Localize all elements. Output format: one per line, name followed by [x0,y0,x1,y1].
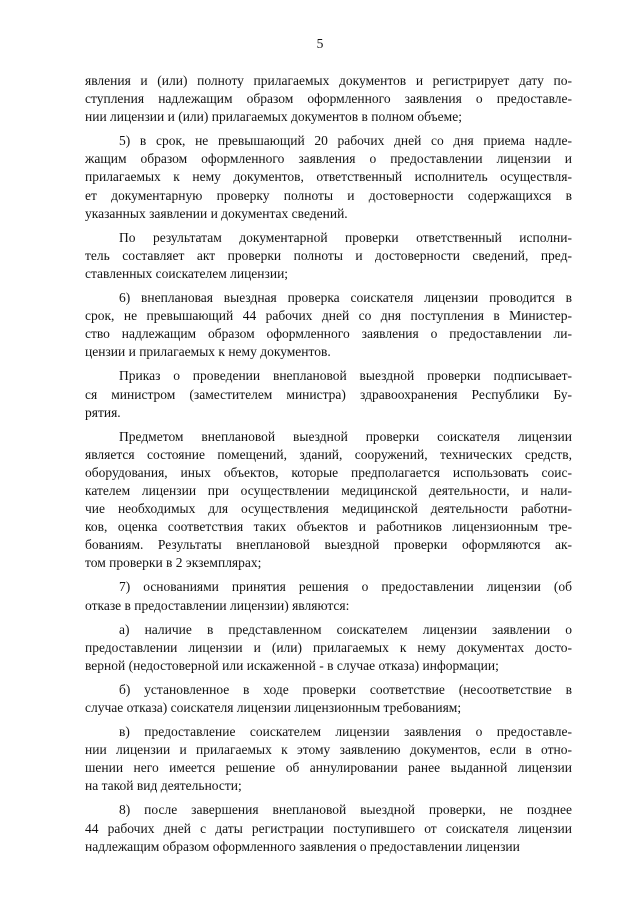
paragraph-item-7v [85,723,572,795]
text-line: является состояние помещений, зданий, сооружений, технических средств, [85,446,572,462]
text-line: цензии и прилагаемых к нему документов. [85,344,331,360]
paragraph-item-7a [85,621,572,675]
text-line: а) наличие в представленном соискателем лицензии заявлении о [119,621,572,637]
paragraph-doc-check-result [85,229,572,283]
text-line: 7) основаниями принятия решения о предоставлении лицензии (об [119,579,572,595]
text-line: 5) в срок, не превышающий 20 рабочих дней со дня приема надле- [119,133,572,149]
text-line: в) предоставление соискателем лицензии заявления о предоставле- [119,724,572,740]
paragraph-order-signing [85,367,572,421]
text-line: бованиям. Результаты внеплановой выездной проверки оформляются ак- [85,537,572,553]
paragraph-item-6 [85,289,572,361]
text-line: случае отказа) соискателя лицензии лицензионным требованиям; [85,700,462,715]
text-line: нии лицензии и прилагаемых к этому заявлению документов, если в отно- [85,742,572,758]
text-line: чие необходимых для осуществления медицинской деятельности работни- [85,501,572,517]
paragraph-item-7 [85,578,572,614]
text-line: тель составляет акт проверки полноты и достоверности сведений, пред- [85,247,572,263]
text-line: шении него имеется решение об аннулировании ранее выданной лицензии [85,760,572,776]
text-line: ся министром (заместителем министра) здравоохранения Республики Бу- [85,386,572,402]
text-line: оборудования, иных объектов, которые предполагается использовать соис- [85,464,572,480]
text-line: кателем лицензии при осуществлении медицинской деятельности, и нали- [85,482,572,498]
text-line: верной (недостоверной или искаженной - в случае отказа) информации; [85,657,499,673]
text-line: указанных заявлении и документах сведений. [85,205,348,221]
text-line: надлежащим образом оформленного заявления о предоставлении лицензии [85,838,520,854]
text-line: ство надлежащим образом оформленного заявления о предоставлении ли- [85,326,572,342]
text-line: ступления надлежащим образом оформленного заявления о предоставле- [85,91,572,107]
text-line: срок, не превышающий 44 рабочих дней со дня поступления в Министер- [85,308,572,324]
text-line: ет документарную проверку полноты и достоверности содержащихся в [85,187,572,203]
text-line: б) установленное в ходе проверки соответствие (несоответствие в [119,681,572,697]
paragraph-item-8 [85,801,572,855]
text-line: 8) после завершения внеплановой выездной проверки, не позднее [119,802,572,818]
text-line: нии лицензии и (или) прилагаемых документов в полном объеме; [85,109,462,125]
text-line: Предметом внеплановой выездной проверки соискателя лицензии [119,428,572,444]
document-body [85,72,572,862]
paragraph-p1-continuation [85,72,572,126]
paragraph-inspection-subject [85,428,572,573]
text-line: ставленных соискателем лицензии; [85,265,289,281]
text-line: рятия. [85,404,121,420]
text-line: 6) внеплановая выездная проверка соискателя лицензии проводится в [119,290,572,306]
text-line: предоставлении лицензии и (или) прилагаемых к нему документах досто- [85,639,572,655]
text-line: отказе в предоставлении лицензии) являются: [85,597,350,613]
page-number: 5 [316,36,324,51]
text-line: По результатам документарной проверки ответственный исполни- [119,229,572,245]
text-line: на такой вид деятельности; [85,778,242,794]
text-line: 44 рабочих дней с даты регистрации поступившего от соискателя лицензии [85,820,572,836]
paragraph-item-7b [85,681,572,717]
text-line: явления и (или) полноту прилагаемых документов и регистрирует дату по- [85,73,572,88]
text-line: жащим образом оформленного заявления о предоставлении лицензии и [85,151,572,167]
text-line: Приказ о проведении внеплановой выездной проверки подписывает- [119,368,572,384]
text-line: том проверки в 2 экземплярах; [85,555,262,571]
text-line: ков, оценка соответствия таких объектов и работников лицензионным тре- [85,519,572,535]
text-line: прилагаемых к нему документов, ответственный исполнитель осуществля- [85,169,572,185]
paragraph-item-5 [85,132,572,222]
